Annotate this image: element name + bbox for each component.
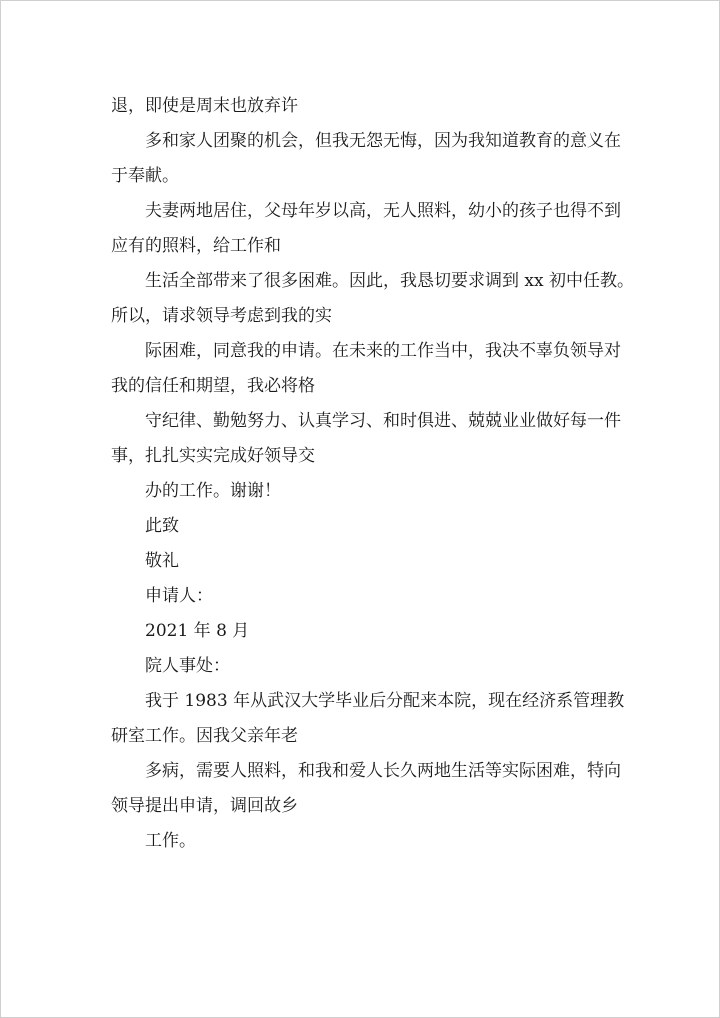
text-line: 际困难，同意我的申请。在未来的工作当中，我决不辜负领导对 xyxy=(145,341,621,361)
text-line: 生活全部带来了很多困难。因此，我恳切要求调到 xx 初中任教。 xyxy=(145,271,634,291)
text-line: 领导提出申请，调回故乡 xyxy=(111,796,298,816)
text-line: 办的工作。谢谢！ xyxy=(145,481,281,501)
text-line: 多病，需要人照料，和我和爱人长久两地生活等实际困难，特向 xyxy=(145,761,621,781)
text-line: 守纪律、勤勉努力、认真学习、和时俱进、兢兢业业做好每一件 xyxy=(145,411,621,431)
date-line: 2021 年 8 月 xyxy=(145,621,250,641)
recipient-line: 院人事处： xyxy=(145,656,230,676)
text-line: 于奉献。 xyxy=(111,166,179,186)
closing-salutation: 此致 xyxy=(145,516,179,536)
closing-salutation: 敬礼 xyxy=(145,551,179,571)
text-line: 所以，请求领导考虑到我的实 xyxy=(111,306,332,326)
text-line: 我于 1983 年从武汉大学毕业后分配来本院，现在经济系管理教 xyxy=(145,691,625,711)
text-line: 工作。 xyxy=(145,831,196,851)
document-body xyxy=(111,89,634,859)
text-line: 研室工作。因我父亲年老 xyxy=(111,726,298,746)
text-line: 应有的照料，给工作和 xyxy=(111,236,281,256)
text-line: 退，即使是周末也放弃许 xyxy=(111,96,298,116)
text-line: 多和家人团聚的机会，但我无怨无悔，因为我知道教育的意义在 xyxy=(145,131,621,151)
text-line: 事，扎扎实实完成好领导交 xyxy=(111,446,315,466)
text-line: 我的信任和期望，我必将格 xyxy=(111,376,315,396)
text-line: 夫妻两地居住，父母年岁以高，无人照料，幼小的孩子也得不到 xyxy=(145,201,621,221)
applicant-label: 申请人： xyxy=(145,586,213,606)
